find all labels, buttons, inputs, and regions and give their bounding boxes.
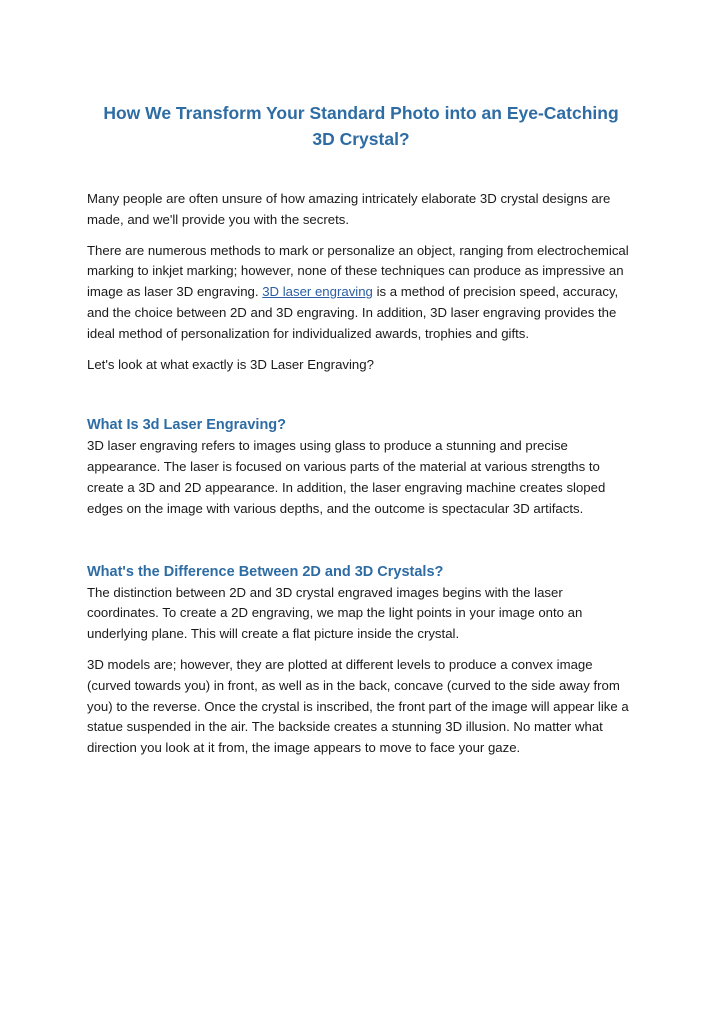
page-title: How We Transform Your Standard Photo into an Eye-Catching 3D Crystal? <box>103 103 619 149</box>
section-heading-difference: What's the Difference Between 2D and 3D Crystals? <box>87 563 444 580</box>
document-content <box>87 100 635 759</box>
difference-paragraph-1: The distinction between 2D and 3D crystal engraved images begins with the laser coordinates. To create a 2D engraving, we map the light points in your image onto an underlying plane. This will create a flat picture inside the crystal. <box>87 584 583 642</box>
what-is-paragraph: 3D laser engraving refers to images using glass to produce a stunning and precise appearance. The laser is focused on various parts of the material at various strengths to create a 3D and 2D appearance. In addition, the laser engraving machine creates sloped edges on the image with various depths, and the outcome is spectacular 3D artifacts. <box>87 438 606 516</box>
intro-paragraph-2-text-end: is a method of precision speed, accuracy, and the choice between 2D and 3D engraving. In addition, 3D laser engraving provides the ideal method of personalization for individualized awards, trophies and gifts. <box>87 284 619 341</box>
intro-paragraph-3: Let's look at what exactly is 3D Laser Engraving? <box>87 356 374 372</box>
difference-paragraph-2: 3D models are; however, they are plotted at different levels to produce a convex image (curved towards you) in front, as well as in the back, concave (curved to the side away from you) to the reverse. Once the crystal is inscribed, the front part of the image will appear like a statue suspended in the air. The backside creates a stunning 3D illusion. No matter what direction you look at it from, the image appears to move to face your gaze. <box>87 656 629 756</box>
laser-engraving-link[interactable]: 3D laser engraving <box>262 284 373 300</box>
intro-paragraph-2-text-start: There are numerous methods to mark or personalize an object, ranging from electrochemical marking to inkjet marking; however, none of these techniques can produce as impressive an image as laser 3D engraving. <box>87 242 629 300</box>
intro-paragraph-2 <box>87 241 635 345</box>
intro-paragraph-1: Many people are often unsure of how amazing intricately elaborate 3D crystal designs are made, and we'll provide you with the secrets. <box>87 191 611 227</box>
section-heading-what-is: What Is 3d Laser Engraving? <box>87 417 287 434</box>
